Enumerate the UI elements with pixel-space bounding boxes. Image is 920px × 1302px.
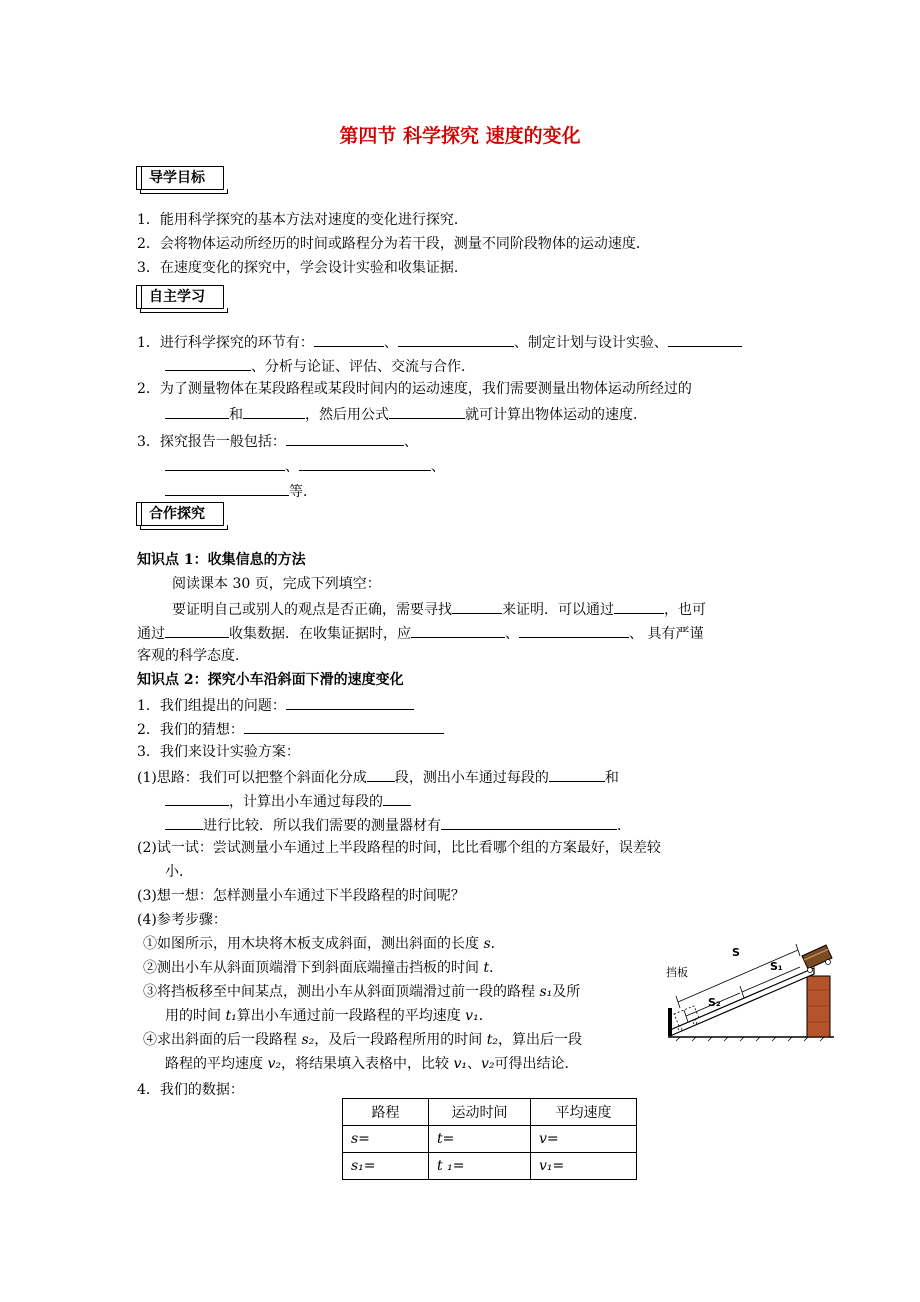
table-cell[interactable]: t ₁= <box>429 1153 531 1180</box>
blank[interactable] <box>383 790 411 806</box>
blank[interactable] <box>614 598 664 614</box>
table-header-cell: 路程 <box>343 1099 429 1126</box>
blank[interactable] <box>398 331 514 347</box>
blank[interactable] <box>441 814 617 830</box>
k1-line2: 要证明自己或别人的观点是否正确，需要寻找 来证明．可以通过 ，也可 <box>172 598 706 620</box>
blank[interactable] <box>244 718 444 734</box>
step-3-line2: 用的时间 t₁算出小车通过前一段路程的平均速度 v₁． <box>165 1008 493 1024</box>
blank[interactable] <box>314 331 384 347</box>
k2-heading: 知识点 2：探究小车沿斜面下滑的速度变化 <box>137 672 404 688</box>
self-q3-line1: 3．探究报告一般包括： 、 <box>137 430 418 452</box>
blank[interactable] <box>165 403 229 419</box>
page-title: 第四节 科学探究 速度的变化 <box>339 125 581 147</box>
table-cell[interactable]: v= <box>531 1126 637 1153</box>
table-header-cell: 平均速度 <box>531 1099 637 1126</box>
blank[interactable] <box>299 455 431 471</box>
section-tag-self-study: 自主学习 <box>136 285 224 309</box>
support-block <box>807 976 830 1037</box>
k2-p3: (3)想一想：怎样测量小车通过下半段路程的时间呢？ <box>137 888 465 904</box>
step-4-line1: ④求出斜面的后一段路程 s₂，及后一段路程所用的时间 t₂，算出后一段 <box>143 1032 582 1048</box>
blank[interactable] <box>286 430 404 446</box>
goal-item-2: 2．会将物体运动所经历的时间或路程分为若干段，测量不同阶段物体的运动速度． <box>137 236 650 252</box>
k1-line1: 阅读课本 30 页，完成下列填空： <box>172 576 381 592</box>
self-q3-line3: 等． <box>165 480 317 502</box>
table-cell[interactable]: v₁= <box>531 1153 637 1180</box>
k2-p4: (4)参考步骤： <box>137 912 227 928</box>
blank[interactable] <box>411 622 505 638</box>
table-row <box>343 1153 637 1180</box>
goal-item-3: 3．在速度变化的探究中，学会设计实验和收集证据． <box>137 260 468 276</box>
blank[interactable] <box>165 455 285 471</box>
label-s2: S₂ <box>708 996 721 1009</box>
blank[interactable] <box>243 403 305 419</box>
k2-q1: 1．我们组提出的问题： <box>137 694 414 716</box>
table-cell[interactable]: s= <box>343 1126 429 1153</box>
k2-p2-line1: (2)试一试：尝试测量小车通过上半段路程的时间，比比看哪个组的方案最好，误差较 <box>137 840 661 856</box>
blank[interactable] <box>165 790 229 806</box>
blank[interactable] <box>549 766 605 782</box>
k1-heading: 知识点 1：收集信息的方法 <box>137 552 306 568</box>
k2-p2-line2: 小． <box>165 864 193 880</box>
blank[interactable] <box>452 598 502 614</box>
blank[interactable] <box>165 622 229 638</box>
section-tag-goals: 导学目标 <box>136 166 224 190</box>
k2-q2: 2．我们的猜想： <box>137 718 444 740</box>
k1-line4: 客观的科学态度． <box>137 648 249 664</box>
self-q2-line2: 和 ，然后用公式 就可计算出物体运动的速度． <box>165 403 647 425</box>
table-header-cell: 运动时间 <box>429 1099 531 1126</box>
k2-q3: 3．我们来设计实验方案： <box>137 744 300 760</box>
label-s1: S₁ <box>770 960 783 973</box>
blank[interactable] <box>389 403 465 419</box>
table-header-row <box>343 1099 637 1126</box>
step-1: ①如图所示，用木块将木板支成斜面，测出斜面的长度 s． <box>143 936 505 952</box>
k1-line3: 通过 收集数据．在收集证据时，应 、 、 具有严谨 <box>137 622 703 644</box>
label-s: S <box>732 946 740 959</box>
step-4-line2: 路程的平均速度 v₂，将结果填入表格中，比较 v₁、v₂可得出结论． <box>165 1056 579 1072</box>
blank[interactable] <box>668 331 742 347</box>
k2-p1-line2: ，计算出小车通过每段的 <box>165 790 411 812</box>
section-tag-coop: 合作探究 <box>136 502 224 526</box>
incline-figure <box>664 930 840 1044</box>
blank[interactable] <box>165 355 251 371</box>
k2-q4: 4．我们的数据： <box>137 1082 244 1098</box>
table-row <box>343 1126 637 1153</box>
blank[interactable] <box>286 694 414 710</box>
blank[interactable] <box>519 622 629 638</box>
table-cell[interactable]: t= <box>429 1126 531 1153</box>
k2-p1-line1: (1)思路：我们可以把整个斜面化分成 段，测出小车通过每段的 和 <box>137 766 619 788</box>
barrier <box>668 1008 672 1036</box>
cart <box>802 945 832 973</box>
self-q1-line2: 、分析与论证、评估、交流与合作． <box>165 355 475 377</box>
label-board: 挡板 <box>666 966 688 979</box>
self-q2-line1: 2．为了测量物体在某段路程或某段时间内的运动速度，我们需要测量出物体运动所经过的 <box>137 381 692 397</box>
table-cell[interactable]: s₁= <box>343 1153 429 1180</box>
blank[interactable] <box>165 480 289 496</box>
step-2: ②测出小车从斜面顶端滑下到斜面底端撞击挡板的时间 t． <box>143 960 504 976</box>
step-3-line1: ③将挡板移至中间某点，测出小车从斜面顶端滑过前一段的路程 s₁及所 <box>143 984 581 1000</box>
data-table <box>342 1098 637 1180</box>
self-q1-line1: 1．进行科学探究的环节有： 、 、制定计划与设计实验、 <box>137 331 742 353</box>
incline-board <box>670 968 814 1036</box>
blank[interactable] <box>367 766 395 782</box>
k2-p1-line3: 进行比较．所以我们需要的测量器材有 ． <box>165 814 631 836</box>
blank[interactable] <box>165 814 203 830</box>
goal-item-1: 1．能用科学探究的基本方法对速度的变化进行探究． <box>137 212 468 228</box>
self-q3-line2: 、 、 <box>165 455 445 477</box>
